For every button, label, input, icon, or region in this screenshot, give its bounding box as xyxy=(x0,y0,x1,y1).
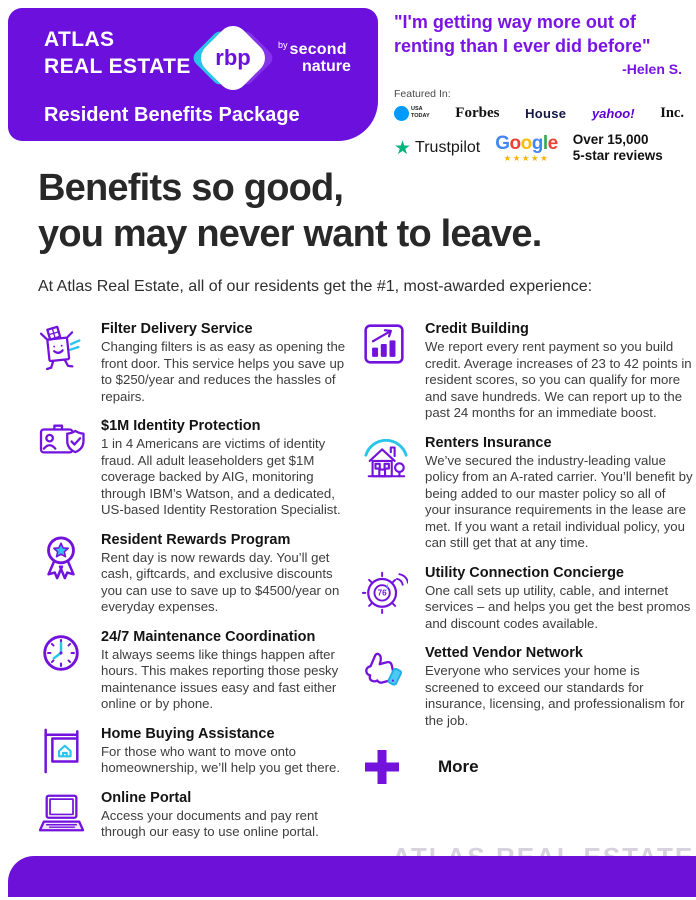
brand-banner xyxy=(8,8,378,141)
usa-today-logo xyxy=(394,106,430,121)
laptop-icon xyxy=(38,790,88,841)
benefit-title: Filter Delivery Service xyxy=(101,321,253,338)
thermostat-dial-value: 76 xyxy=(377,588,387,598)
benefit-utility-concierge xyxy=(362,565,696,633)
footer-bar xyxy=(8,856,696,897)
hero xyxy=(0,150,696,296)
subtitle: At Atlas Real Estate, all of our residents get the #1, most-awarded experience: xyxy=(38,278,593,296)
benefit-home-buying xyxy=(38,726,362,777)
house-logo: House xyxy=(525,105,567,121)
benefit-identity-protection xyxy=(38,418,362,519)
benefit-description: One call sets up utility, cable, and internet services – and helps you get the best promos and discount codes available. xyxy=(425,582,691,631)
benefits-grid xyxy=(0,296,696,854)
benefit-renters-insurance xyxy=(362,435,696,552)
trustpilot-text: Trustpilot xyxy=(415,139,481,157)
benefit-title: $1M Identity Protection xyxy=(101,418,261,435)
trustpilot-logo xyxy=(394,137,480,160)
rbp-logo-text: rbp xyxy=(215,45,251,70)
headline-line1: Benefits so good, xyxy=(38,167,344,209)
thumbs-up-icon xyxy=(362,645,412,729)
benefit-rewards xyxy=(38,532,362,616)
benefit-title: Renters Insurance xyxy=(425,434,552,451)
featured-in-label: Featured In: xyxy=(394,87,451,100)
benefit-title: Resident Rewards Program xyxy=(101,531,291,548)
press-logo-row xyxy=(394,105,684,122)
benefit-credit-building xyxy=(362,321,696,422)
by-label: by xyxy=(278,40,288,50)
benefit-title: Vetted Vendor Network xyxy=(425,645,583,662)
chart-growth-icon xyxy=(362,321,412,422)
inc-logo: Inc. xyxy=(660,104,684,121)
benefits-column-left xyxy=(38,321,362,854)
benefit-filter-delivery xyxy=(38,321,362,405)
rewards-medal-icon xyxy=(38,532,88,616)
headline-line2: you may never want to leave. xyxy=(38,212,542,255)
benefits-column-right xyxy=(362,321,696,854)
header xyxy=(0,0,696,164)
benefit-title: Online Portal xyxy=(101,789,192,806)
thermostat-icon xyxy=(362,565,412,633)
testimonial xyxy=(394,11,692,165)
secondnature-line1: second xyxy=(289,41,347,58)
review-row xyxy=(394,132,692,166)
headline xyxy=(38,166,696,257)
usa-today-circle-icon xyxy=(394,106,409,121)
company-name xyxy=(44,27,191,81)
company-name-line1: ATLAS xyxy=(44,28,115,51)
testimonial-attribution: -Helen S. xyxy=(622,60,682,77)
benefit-description: For those who want to move onto homeownership, we’ll help you get there. xyxy=(101,743,340,776)
benefit-description: Rent day is now rewards day. You’ll get cash, giftcards, and exclusive discounts you can use to save up to $4500/year on everyday expenses. xyxy=(101,549,340,615)
trustpilot-star-icon: ★ xyxy=(394,137,412,159)
clock-icon xyxy=(38,629,88,713)
identity-protection-icon xyxy=(38,418,88,519)
benefit-maintenance xyxy=(38,629,362,713)
benefit-description: We report every rent payment so you build credit. Average increases of 23 to 42 points in resident scores, so you can qualify for more and save hundreds. We can report up to the past 24 months for an immediate boost. xyxy=(425,339,692,421)
insured-house-icon xyxy=(362,435,412,552)
home-sign-icon xyxy=(38,726,88,777)
package-title: Resident Benefits Package xyxy=(44,104,300,126)
filter-delivery-icon xyxy=(38,321,88,405)
benefit-description: We’ve secured the industry-leading value policy from an A-rated carrier. You’ll benefit by being added to our master policy so all of your insurance requirements in the lease are met. If you want a retail individual policy, you can still get that at any time. xyxy=(425,452,693,551)
benefit-online-portal xyxy=(38,790,362,841)
benefit-description: Everyone who services your home is screened to exceed our standards for insurance, licensing, and professionalism for the job. xyxy=(425,663,685,728)
benefit-vetted-vendors xyxy=(362,645,696,729)
forbes-logo: Forbes xyxy=(455,104,500,121)
benefit-title: 24/7 Maintenance Coordination xyxy=(101,628,316,645)
benefit-more xyxy=(362,746,696,787)
google-stars-icon: ★★★★★ xyxy=(503,153,550,164)
review-count: Over 15,000 5-star reviews xyxy=(572,131,663,164)
google-wordmark: Google xyxy=(495,133,558,155)
benefit-title: Utility Connection Concierge xyxy=(425,564,624,581)
secondnature-line2: nature xyxy=(302,58,351,75)
benefit-title: Credit Building xyxy=(425,321,529,338)
more-label: More xyxy=(438,756,479,776)
benefit-title: Home Buying Assistance xyxy=(101,725,275,742)
yahoo-logo: yahoo! xyxy=(591,105,635,121)
rbp-logo xyxy=(193,18,273,98)
benefit-description: Access your documents and pay rent through our easy to use online portal. xyxy=(101,807,319,840)
google-logo xyxy=(495,134,557,163)
benefit-description: It always seems like things happen after hours. This makes reporting those pesky maintenance issues easy and fast either online or by phone. xyxy=(101,646,339,712)
second-nature-logo xyxy=(278,41,351,75)
plus-icon xyxy=(362,746,412,787)
company-name-line2: REAL ESTATE xyxy=(44,54,191,78)
usa-today-text: USA TODAY xyxy=(411,106,430,119)
benefit-description: 1 in 4 Americans are victims of identity fraud. All adult leaseholders get $1M coverage backed by AIG, monitoring through IBM’s Watson, and a dedicated, US-based Identity Restoration Specialist. xyxy=(101,436,341,518)
testimonial-quote: "I'm getting way more out of renting than I ever did before" xyxy=(394,12,651,56)
benefit-description: Changing filters is as easy as opening the front door. This service helps you save up to $250/year and reduces the hassles of repairs. xyxy=(101,339,346,404)
